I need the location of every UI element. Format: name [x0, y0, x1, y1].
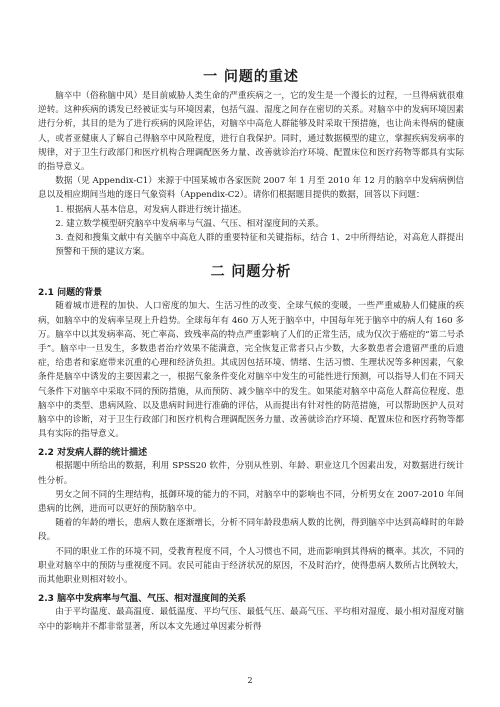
- question-2: 2. 建立数学模型研究脑卒中发病率与气温、气压、相对湿度间的关系。: [55, 218, 324, 229]
- subsection-2-2-paragraph-2: 男女之间不同的生理结构，抵御环境的能力的不同，对脑卒中的影响也不同，分析男女在 2007-2010 年间患病的比例，进而可以更好的预防脑卒中。: [38, 489, 464, 515]
- section-1-paragraph-2: 数据（见 Appendix-C1）来源于中国某城市各家医院 2007 年 1 月至 2010 年 12 月的脑卒中发病病例信息以及相应期间当地的逐日气象资料（Appendix-C2）。请你们根据题目提供的数据，回答以下问题：: [38, 176, 464, 201]
- subsection-2-3-heading: 2.3 脑卒中发病率与气温、气压、相对湿度间的关系: [38, 594, 247, 605]
- subsection-2-1-heading: 2.1 问题的背景: [38, 288, 103, 299]
- section-2-title: 二 问题分析: [210, 264, 292, 281]
- section-1-title: 一 问题的重述: [203, 69, 299, 85]
- subsection-2-2-paragraph-1: 根据题中所给出的数据，利用 SPSS20 软件，分别从性别、年龄、职业这几个因素出发，对数据进行统计性分析。: [38, 461, 464, 486]
- subsection-2-2-paragraph-3: 随着的年龄的增长，患病人数在逐渐增长，分析不同年龄段患病人数的比例，得到脑卒中达到高峰时的年龄段。: [38, 518, 464, 543]
- page-content: [38, 66, 464, 634]
- subsection-2-2-paragraph-4: 不同的职业工作的环境不同，受教育程度不同，个人习惯也不同，进而影响到其得病的概率。其次，不同的职业对脑卒中的预防与重视度不同。农民可能由于经济状况的原因，不及时治疗，使得患病人数所占比例较大，而其他职业则相对较小。: [38, 546, 464, 586]
- subsection-2-2-heading: 2.2 对发病人群的统计描述: [38, 448, 148, 459]
- page-number: 2: [247, 676, 253, 685]
- subsection-2-3-paragraph-1: 由于平均温度、最高温度、最低温度、平均气压、最低气压、最高气压、平均相对湿度、最小相对湿度对脑卒中的影响并不都非常显著，所以本文先通过单因素分析得: [38, 607, 464, 632]
- question-3: 3. 查阅和搜集文献中有关脑卒中高危人群的重要特征和关键指标，结合 1、2中所得结论，对高危人群提出预警和干预的建议方案。: [55, 233, 464, 258]
- question-1: 1. 根据病人基本信息，对发病人群进行统计描述。: [55, 204, 247, 215]
- subsection-2-1-paragraph-1: 随着城市进程的加快、人口密度的加大、生活习性的改变、全球气候的变暖，一些严重威胁人们健康的疾病，如脑卒中的发病率呈现上升趋势。全球每年有 460 万人死于脑卒中，中国每年死于脑卒中的病人有 160 多万。脑卒中以其发病率高、死亡率高、致残率高的特点严重影响了人们的正常生活，成为仅次于癌症的“第二号杀手”。脑卒中一旦发生，多数患者治疗效果不能满意，完全恢复正常者只占少数，大多数患者会遗留严重的后遗症，给患者和家庭带来沉重的心理和经济负担。其成因包括环境、情绪、生活习惯、生理状况等多种因素，气象条件是脑卒中诱发的主要因素之一，根据气象条件变化对脑卒中发生的可能性进行预测，可以指导人们在不同天气条件下对脑卒中采取不同的预防措施，从而预防、减少脑卒中的发生。如果能对脑卒中高危人群高位程度、患脑卒中的类型、患病风险、以及患病时间进行准确的评估，从而提出有针对性的防范措施，可以帮助医护人员对脑卒中的诊断，对于卫生行政部门和医疗机构合理调配医务力量、改善就诊治疗环境、配置床位和医疗药物等都具有实际的指导意义。: [38, 301, 464, 440]
- section-1-paragraph-1: 脑卒中（俗称脑中风）是目前威胁人类生命的严重疾病之一，它的发生是一个漫长的过程，一旦得病就很难逆转。这种疾病的诱发已经被证实与环境因素，包括气温、湿度之间存在密切的关系。对脑卒中的发病环境因素进行分析，其目的是为了进行疾病的风险评估，对脑卒中高危人群能够及时采取干预措施，也让尚未得病的健康人，或者亚健康人了解自己得脑卒中风险程度，进行自我保护。同时，通过数据模型的建立，掌握疾病发病率的规律，对于卫生行政部门和医疗机构合理调配医务力量、改善就诊治疗环境、配置床位和医疗药物等都具有实际的指导意义。: [38, 91, 464, 173]
